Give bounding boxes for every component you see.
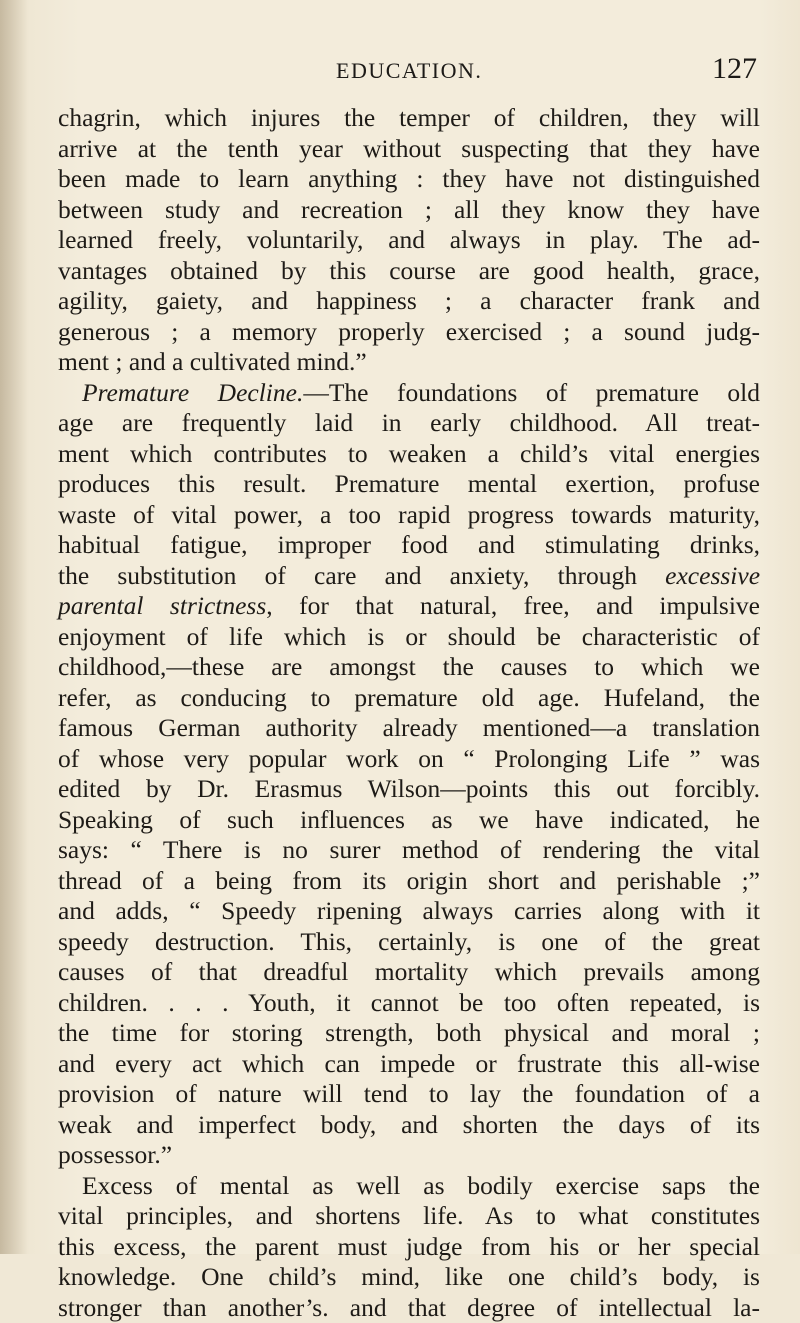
text-line: says: “ There is no surer method of rendering the vital xyxy=(58,835,760,866)
body-text xyxy=(58,103,760,1323)
text-line: children. . . . Youth, it cannot be too often repeated, is xyxy=(58,988,760,1019)
text-line: produces this result. Premature mental exertion, profuse xyxy=(58,469,760,500)
text-line: learned freely, voluntarily, and always in play. The ad- xyxy=(58,225,760,256)
text-line: and every act which can impede or frustrate this all-wise xyxy=(58,1049,760,1080)
text-line: this excess, the parent must judge from his or her special xyxy=(58,1232,760,1263)
page-number: 127 xyxy=(712,52,757,86)
text-line: possessor.” xyxy=(58,1140,760,1171)
text-line: provision of nature will tend to lay the foundation of a xyxy=(58,1079,760,1110)
text-line: edited by Dr. Erasmus Wilson—points this out forcibly. xyxy=(58,774,760,805)
section-first-line-text: —The foundations of premature old xyxy=(303,378,760,407)
running-title: EDUCATION. xyxy=(336,58,482,84)
text-line: habitual fatigue, improper food and stimulating drinks, xyxy=(58,530,760,561)
line-rest: , for that natural, free, and impulsive xyxy=(266,591,760,620)
text-line-with-italic xyxy=(58,591,760,622)
text-line: and adds, “ Speedy ripening always carries along with it xyxy=(58,896,760,927)
text-line: between study and recreation ; all they know they have xyxy=(58,195,760,226)
text-line: of whose very popular work on “ Prolonging Life ” was xyxy=(58,744,760,775)
text-line: weak and imperfect body, and shorten the days of its xyxy=(58,1110,760,1141)
running-head xyxy=(0,50,800,90)
text-line-with-italic xyxy=(58,561,760,592)
text-line: been made to learn anything : they have not distinguished xyxy=(58,164,760,195)
text-line: vital principles, and shortens life. As to what constitutes xyxy=(58,1201,760,1232)
text-line: agility, gaiety, and happiness ; a character frank and xyxy=(58,286,760,317)
italic-parental-strictness: parental strictness xyxy=(58,591,266,620)
text-line: causes of that dreadful mortality which prevails among xyxy=(58,957,760,988)
text-line: famous German authority already mentioned—a translation xyxy=(58,713,760,744)
text-line: refer, as conducing to premature old age. Hufeland, the xyxy=(58,683,760,714)
text-line: vantages obtained by this course are good health, grace, xyxy=(58,256,760,287)
line-start: the substitution of care and anxiety, through xyxy=(58,561,637,590)
text-line: ment which contributes to weaken a child’s vital energies xyxy=(58,439,760,470)
text-line: stronger than another’s. and that degree of intellectual la- xyxy=(58,1293,760,1323)
text-line: chagrin, which injures the temper of children, they will xyxy=(58,103,760,134)
text-line: Speaking of such influences as we have indicated, he xyxy=(58,805,760,836)
section-heading: Premature Decline. xyxy=(82,378,303,407)
text-line: childhood,—these are amongst the causes to which we xyxy=(58,652,760,683)
text-line: Excess of mental as well as bodily exercise saps the xyxy=(58,1171,760,1202)
text-line: waste of vital power, a too rapid progress towards maturity, xyxy=(58,500,760,531)
page-edge-shadow xyxy=(0,0,28,1254)
text-line: enjoyment of life which is or should be characteristic of xyxy=(58,622,760,653)
text-line: age are frequently laid in early childhood. All treat- xyxy=(58,408,760,439)
text-line: arrive at the tenth year without suspecting that they have xyxy=(58,134,760,165)
text-line: speedy destruction. This, certainly, is one of the great xyxy=(58,927,760,958)
italic-excessive: excessive xyxy=(665,561,760,590)
text-line: the time for storing strength, both physical and moral ; xyxy=(58,1018,760,1049)
text-line: thread of a being from its origin short and perishable ;” xyxy=(58,866,760,897)
section-first-line xyxy=(58,378,760,409)
text-line: generous ; a memory properly exercised ; a sound judg- xyxy=(58,317,760,348)
text-line: ment ; and a cultivated mind.” xyxy=(58,347,760,378)
text-line: knowledge. One child’s mind, like one child’s body, is xyxy=(58,1262,760,1293)
